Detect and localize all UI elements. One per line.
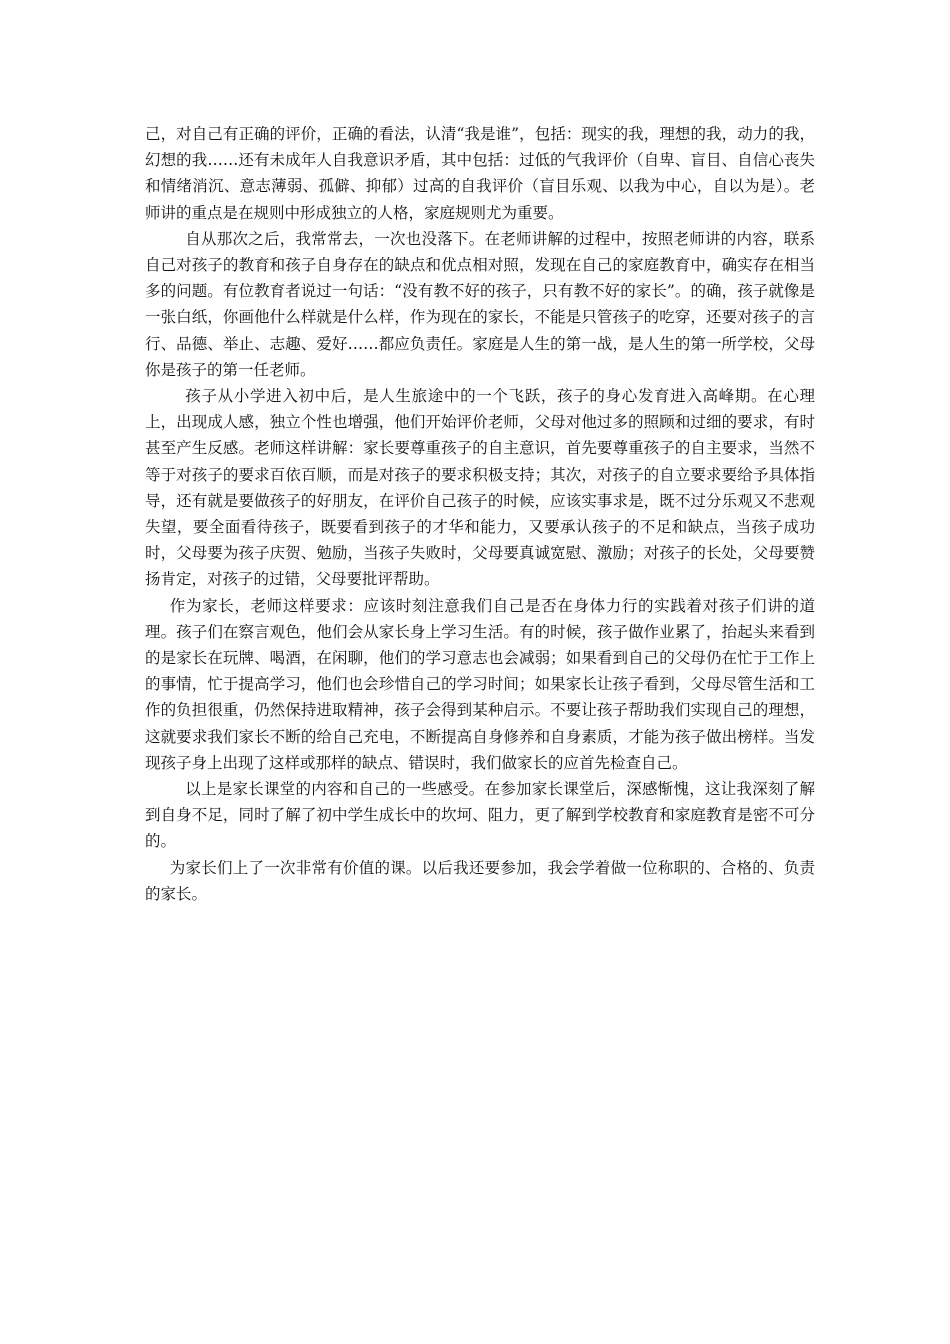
- paragraph-family-education: 自从那次之后，我常常去，一次也没落下。在老师讲解的过程中，按照老师讲的内容，联系自己对孩子的教育和孩子自身存在的缺点和优点相对照，发现在自己的家庭教育中，确实存在相当多的问题。有位教育者说过一句话：“没有教不好的孩子，只有教不好的家长”。的确，孩子就像是一张白纸，你画他什么样就是什么样，作为现在的家长，不能是只管孩子的吃穿，还要对孩子的言行、品德、举止、志趣、爱好……都应负责任。家庭是人生的第一战，是人生的第一所学校，父母你是孩子的第一任老师。: [145, 229, 815, 379]
- document-body: [145, 121, 815, 907]
- paragraph-self-evaluation: 己，对自己有正确的评价，正确的看法，认清“我是谁”，包括：现实的我，理想的我，动力的我，幻想的我……还有未成年人自我意识矛盾，其中包括：过低的气我评价（自卑、盲目、自信心丧失和情绪消沉、意志薄弱、孤僻、抑郁）过高的自我评价（盲目乐观、以我为中心，自以为是）。老师讲的重点是在规则中形成独立的人格，家庭规则尤为重要。: [145, 125, 815, 222]
- paragraph-reflection: 以上是家长课堂的内容和自己的一些感受。在参加家长课堂后，深感惭愧，这让我深刻了解到自身不足，同时了解了初中学生成长中的坎坷、阻力，更了解到学校教育和家庭教育是密不可分的。: [145, 780, 815, 851]
- paragraph-conclusion: 为家长们上了一次非常有价值的课。以后我还要参加，我会学着做一位称职的、合格的、负责的家长。: [145, 858, 815, 903]
- paragraph-junior-high: 孩子从小学进入初中后，是人生旅途中的一个飞跃，孩子的身心发育进入高峰期。在心理上，出现成人感，独立个性也增强，他们开始评价老师，父母对他过多的照顾和过细的要求，有时甚至产生反感。老师这样讲解：家长要尊重孩子的自主意识，首先要尊重孩子的自主要求，当然不等于对孩子的要求百依百顺，而是对孩子的要求积极支持；其次，对孩子的自立要求要给予具体指导，还有就是要做孩子的好朋友，在评价自己孩子的时候，应该实事求是，既不过分乐观又不悲观失望，要全面看待孩子，既要看到孩子的才华和能力，又要承认孩子的不足和缺点，当孩子成功时，父母要为孩子庆贺、勉励，当孩子失败时，父母要真诚宽慰、激励；对孩子的长处，父母要赞扬肯定，对孩子的过错，父母要批评帮助。: [145, 387, 815, 589]
- paragraph-parent-example: 作为家长，老师这样要求：应该时刻注意我们自己是否在身体力行的实践着对孩子们讲的道理。孩子们在察言观色，他们会从家长身上学习生活。有的时候，孩子做作业累了，抬起头来看到的是家长在玩牌、喝酒，在闲聊，他们的学习意志也会减弱；如果看到自己的父母仍在忙于工作上的事情，忙于提高学习，他们也会珍惜自己的学习时间；如果家长让孩子看到，父母尽管生活和工作的负担很重，仍然保持进取精神，孩子会得到某种启示。不要让孩子帮助我们实现自己的理想，这就要求我们家长不断的给自己充电，不断提高自身修养和自身素质，才能为孩子做出榜样。当发现孩子身上出现了这样或那样的缺点、错误时，我们做家长的应首先检查自己。: [145, 596, 815, 772]
